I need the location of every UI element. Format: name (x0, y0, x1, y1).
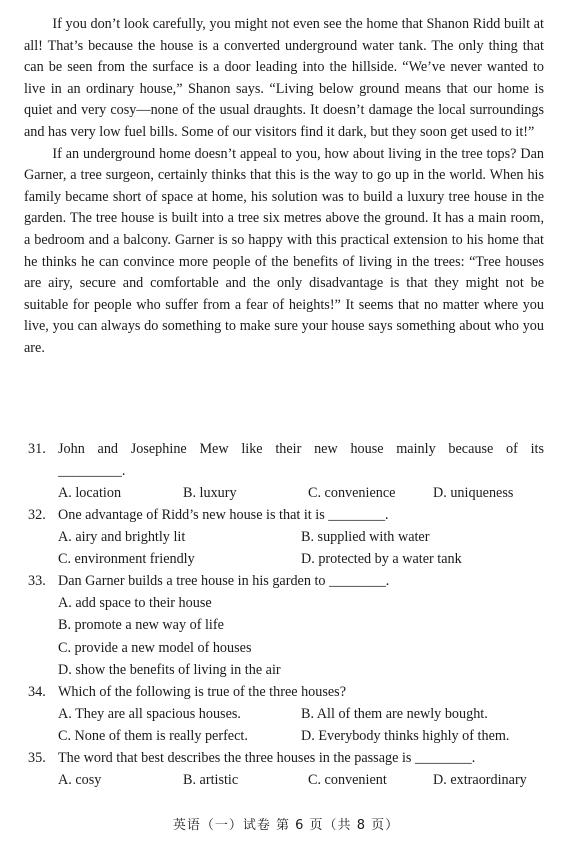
question-list (28, 438, 544, 791)
option-d[interactable]: D. Everybody thinks highly of them. (301, 728, 510, 745)
option-row (28, 548, 544, 570)
option-row (28, 482, 544, 504)
question-stem-continuation: _________. (58, 463, 126, 479)
reading-passage (24, 14, 544, 360)
option-b[interactable]: B. artistic (183, 772, 239, 789)
passage-paragraph: If you don’t look carefully, you might not even see the home that Shanon Ridd built at all! That’s because the house is a converted underground water tank. The only thing that can be seen from the surface is a door leading into the hillside. “We’ve never wanted to live in an ordinary house,” Shanon says. “Living below ground means that our home is quiet and very cosy—none of the usual draughts. It doesn’t damage the local surroundings and has very low fuel bills. Some of our visitors find it dark, but they soon get used to it!” (24, 16, 544, 140)
option-row (28, 769, 544, 791)
option-row (28, 725, 544, 747)
option-d[interactable]: D. uniqueness (433, 485, 514, 501)
option-a[interactable]: A. They are all spacious houses. (58, 706, 241, 723)
option-a[interactable]: A. add space to their house (58, 595, 212, 611)
option-b[interactable]: B. supplied with water (301, 529, 430, 545)
question-number: 32. (28, 507, 46, 523)
question-stem: Which of the following is true of the three houses? (58, 684, 347, 701)
option-b[interactable]: B. promote a new way of life (58, 617, 224, 634)
question-number: 35. (28, 750, 46, 767)
question-33 (28, 570, 544, 681)
question-number: 31. (28, 441, 46, 457)
question-stem: The word that best describes the three houses in the passage is ________. (58, 750, 476, 767)
question-31 (28, 438, 544, 504)
option-a[interactable]: A. cosy (58, 772, 102, 789)
option-c[interactable]: C. convenient (308, 772, 387, 789)
question-number: 33. (28, 573, 46, 589)
option-row (28, 703, 544, 725)
option-d[interactable]: D. protected by a water tank (301, 551, 462, 567)
question-35 (28, 747, 544, 791)
question-number: 34. (28, 684, 46, 701)
question-32 (28, 504, 544, 570)
passage-paragraph: If an underground home doesn’t appeal to you, how about living in the tree tops? Dan Garner, a tree surgeon, certainly thinks that this is the way to go up in the world. When his family became short of space at home, his solution was to build a luxury tree house in the garden. The tree house is built into a tree six metres above the ground. It has a main room, a bedroom and a balcony. Garner is so happy with this practical extension to his home that he thinks he can convince more people of the benefits of living in the trees: “Tree houses are airy, secure and comfortable and the only disadvantage is that they might not be suitable for people who suffer from a fear of heights!” It seems that no matter where you live, you can always do something to make sure your house says something about who you are. (24, 145, 544, 356)
question-34 (28, 681, 544, 747)
option-a[interactable]: A. location (58, 485, 122, 501)
option-b[interactable]: B. luxury (183, 485, 237, 501)
option-row (28, 526, 544, 548)
option-d[interactable]: D. extraordinary (433, 772, 527, 789)
option-c[interactable]: C. convenience (308, 485, 396, 501)
option-c[interactable]: C. environment friendly (58, 551, 195, 567)
option-c[interactable]: C. None of them is really perfect. (58, 728, 248, 745)
page-footer: 英语（一）试卷 第 6 页（共 8 页） (172, 818, 400, 833)
option-b[interactable]: B. All of them are newly bought. (301, 706, 488, 723)
option-a[interactable]: A. airy and brightly lit (58, 529, 186, 545)
question-stem: Dan Garner builds a tree house in his garden to ________. (58, 573, 390, 589)
question-stem: John and Josephine Mew like their new house mainly because of its (58, 441, 544, 457)
option-d[interactable]: D. show the benefits of living in the air (58, 661, 281, 678)
question-stem: One advantage of Ridd’s new house is that it is ________. (58, 507, 389, 523)
option-c[interactable]: C. provide a new model of houses (58, 639, 252, 656)
